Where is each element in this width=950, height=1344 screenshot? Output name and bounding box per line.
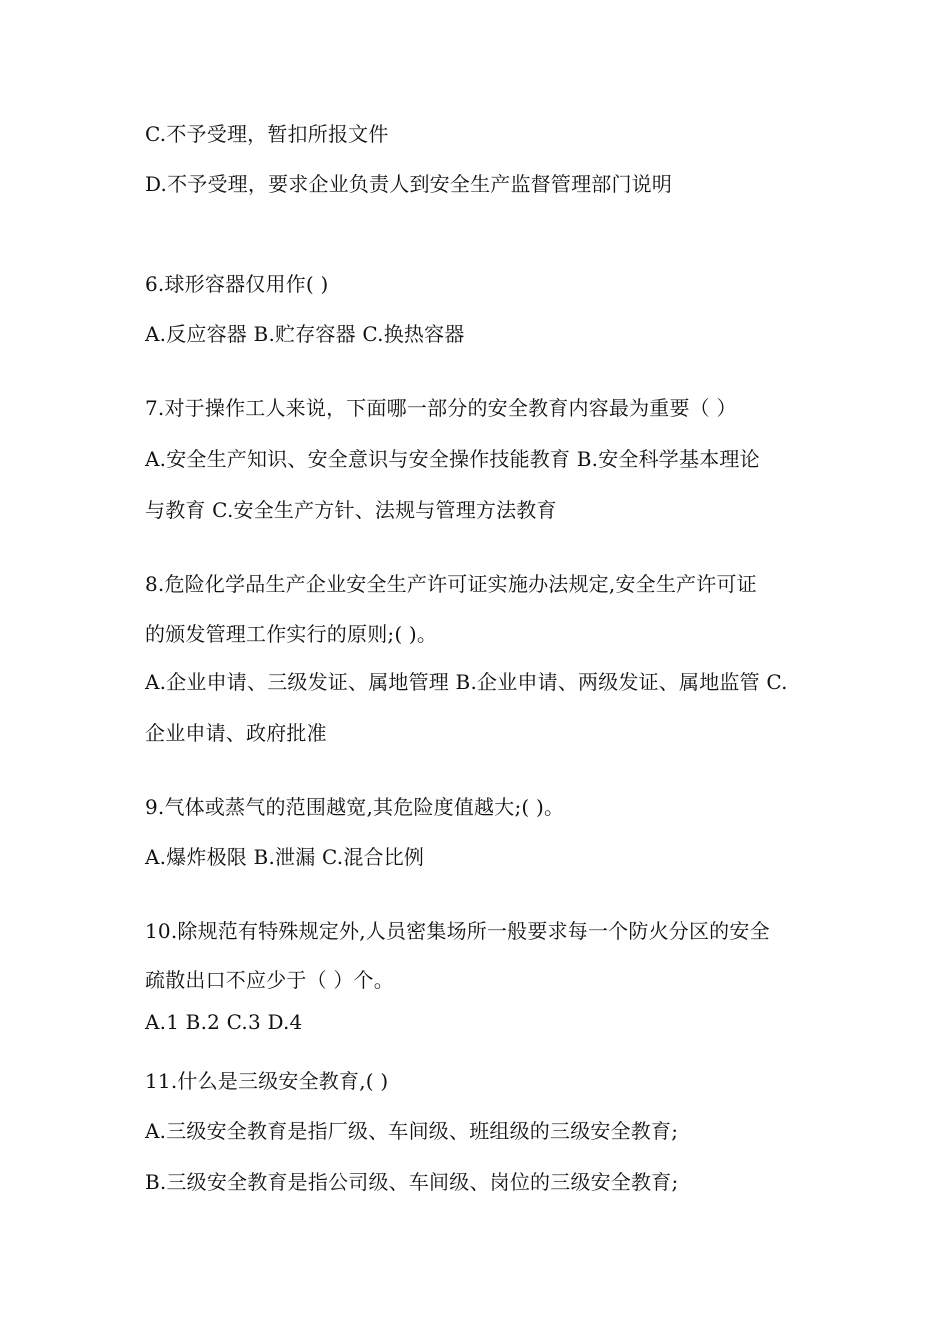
q8-stem-line-1: 8.危险化学品生产企业安全生产许可证实施办法规定,安全生产许可证 xyxy=(145,572,757,596)
q10-stem-line-1: 10.除规范有特殊规定外,人员密集场所一般要求每一个防火分区的安全 xyxy=(145,919,770,943)
q10-options: A.1 B.2 C.3 D.4 xyxy=(145,1010,303,1034)
q9-options: A.爆炸极限 B.泄漏 C.混合比例 xyxy=(145,845,425,869)
q6-stem: 6.球形容器仅用作( ) xyxy=(145,272,329,296)
q11-option-b: B.三级安全教育是指公司级、车间级、岗位的三级安全教育; xyxy=(145,1170,679,1194)
q7-options-line-1: A.安全生产知识、安全意识与安全操作技能教育 B.安全科学基本理论 xyxy=(145,447,760,471)
q8-stem-line-2: 的颁发管理工作实行的原则;( )。 xyxy=(145,622,438,646)
q11-option-a: A.三级安全教育是指厂级、车间级、班组级的三级安全教育; xyxy=(145,1119,679,1143)
q5-option-c: C.不予受理，暂扣所报文件 xyxy=(145,122,389,146)
q9-stem: 9.气体或蒸气的范围越宽,其危险度值越大;( )。 xyxy=(145,795,565,819)
q8-options-line-1: A.企业申请、三级发证、属地管理 B.企业申请、两级发证、属地监管 C. xyxy=(145,670,788,694)
q6-options: A.反应容器 B.贮存容器 C.换热容器 xyxy=(145,322,465,346)
q11-stem: 11.什么是三级安全教育,( ) xyxy=(145,1069,389,1093)
q8-options-line-2: 企业申请、政府批准 xyxy=(145,721,327,745)
q7-options-line-2: 与教育 C.安全生产方针、法规与管理方法教育 xyxy=(145,498,557,522)
q10-stem-line-2: 疏散出口不应少于（ ）个。 xyxy=(145,968,394,992)
q7-stem: 7.对于操作工人来说，下面哪一部分的安全教育内容最为重要（ ） xyxy=(145,396,737,420)
q5-option-d: D.不予受理，要求企业负责人到安全生产监督管理部门说明 xyxy=(145,172,673,196)
